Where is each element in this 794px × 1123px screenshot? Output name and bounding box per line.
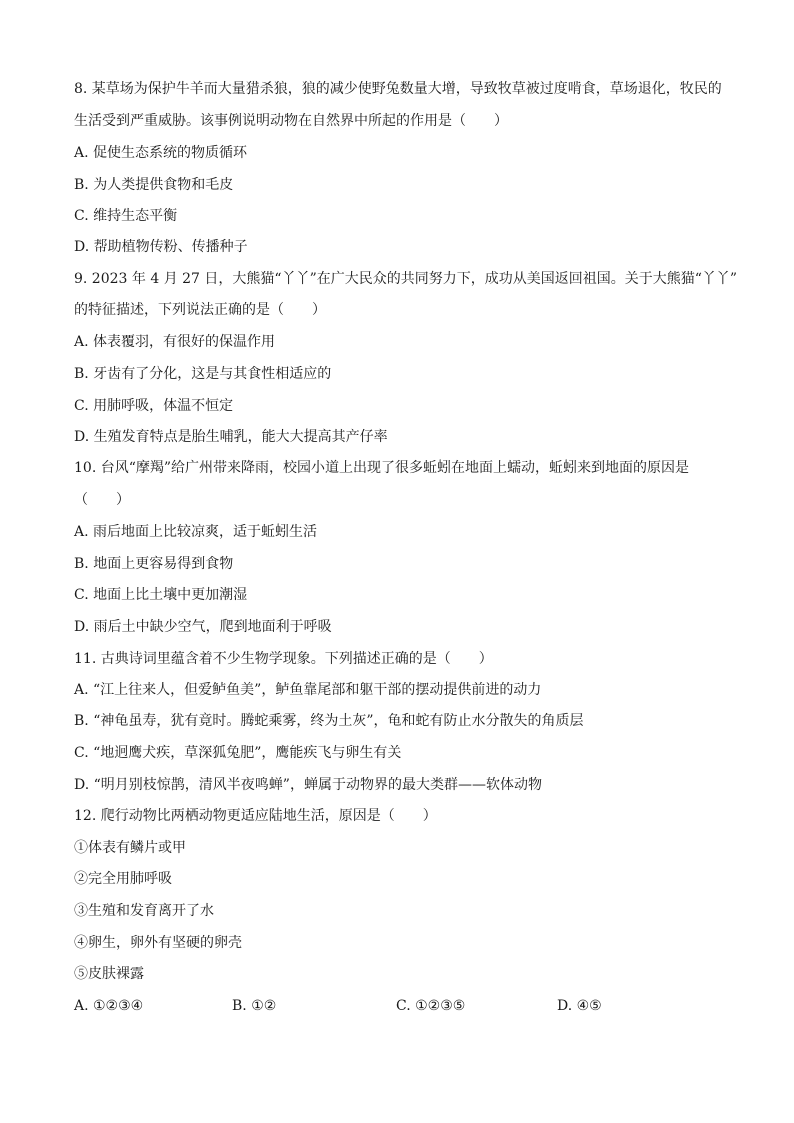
q12-item-5: ⑤皮肤裸露: [74, 966, 144, 982]
q12-stem: 12. 爬行动物比两栖动物更适应陆地生活，原因是（ ）: [74, 808, 437, 824]
q10-stem-line1: 10. 台风“摩羯”给广州带来降雨，校园小道上出现了很多蚯蚓在地面上蠕动，蚯蚓来到地面的原因是: [74, 460, 690, 476]
q9-option-a: A. 体表覆羽，有很好的保温作用: [74, 334, 276, 350]
q11-option-c: C. “地迥鹰犬疾，草深狐兔肥”，鹰能疾飞与卵生有关: [74, 745, 402, 761]
q11-option-a: A. “江上往来人，但爱鲈鱼美”，鲈鱼靠尾部和躯干部的摆动提供前进的动力: [74, 682, 542, 698]
q8-option-b: B. 为人类提供食物和毛皮: [74, 177, 234, 193]
q12-options-row: [74, 997, 724, 1015]
q9-stem-line2: 的特征描述，下列说法正确的是（ ）: [74, 302, 326, 318]
q8-stem-line1: 8. 某草场为保护牛羊而大量猎杀狼，狼的减少使野兔数量大增，导致牧草被过度啃食，草场退化，牧民的: [74, 81, 722, 97]
q8-option-c: C. 维持生态平衡: [74, 208, 178, 224]
q11-stem: 11. 古典诗词里蕴含着不少生物学现象。下列描述正确的是（ ）: [74, 651, 493, 667]
q12-item-4: ④卵生，卵外有坚硬的卵壳: [74, 935, 242, 951]
q11-option-b: B. “神龟虽寿，犹有竟时。腾蛇乘雾，终为土灰”，龟和蛇有防止水分散失的角质层: [74, 713, 584, 729]
q10-stem-line2: （ ）: [74, 492, 130, 508]
q10-option-c: C. 地面上比土壤中更加潮湿: [74, 587, 248, 603]
q10-option-a: A. 雨后地面上比较凉爽，适于蚯蚓生活: [74, 524, 318, 540]
q9-option-b: B. 牙齿有了分化，这是与其食性相适应的: [74, 366, 332, 382]
q12-option-c: C. ①②③⑤: [396, 998, 466, 1014]
q12-option-d: D. ④⑤: [557, 998, 602, 1014]
q8-option-d: D. 帮助植物传粉、传播种子: [74, 239, 248, 255]
q12-item-1: ①体表有鳞片或甲: [74, 840, 186, 856]
q12-item-3: ③生殖和发育离开了水: [74, 903, 214, 919]
q9-stem-line1: 9. 2023 年 4 月 27 日，大熊猫“丫丫”在广大民众的共同努力下，成功从美国返回祖国。关于大熊猫“丫丫”: [74, 271, 738, 287]
q12-option-a: A. ①②③④: [74, 998, 144, 1014]
q10-option-b: B. 地面上更容易得到食物: [74, 556, 234, 572]
q8-stem-line2: 生活受到严重威胁。该事例说明动物在自然界中所起的作用是（ ）: [74, 113, 508, 129]
q12-item-2: ②完全用肺呼吸: [74, 871, 172, 887]
q12-option-b: B. ①②: [232, 998, 277, 1014]
q9-option-c: C. 用肺呼吸，体温不恒定: [74, 398, 234, 414]
q8-option-a: A. 促使生态系统的物质循环: [74, 145, 248, 161]
q9-option-d: D. 生殖发育特点是胎生哺乳，能大大提高其产仔率: [74, 429, 388, 445]
q10-option-d: D. 雨后土中缺少空气，爬到地面利于呼吸: [74, 619, 332, 635]
q11-option-d: D. “明月别枝惊鹊，清风半夜鸣蝉”，蝉属于动物界的最大类群——软体动物: [74, 777, 542, 793]
